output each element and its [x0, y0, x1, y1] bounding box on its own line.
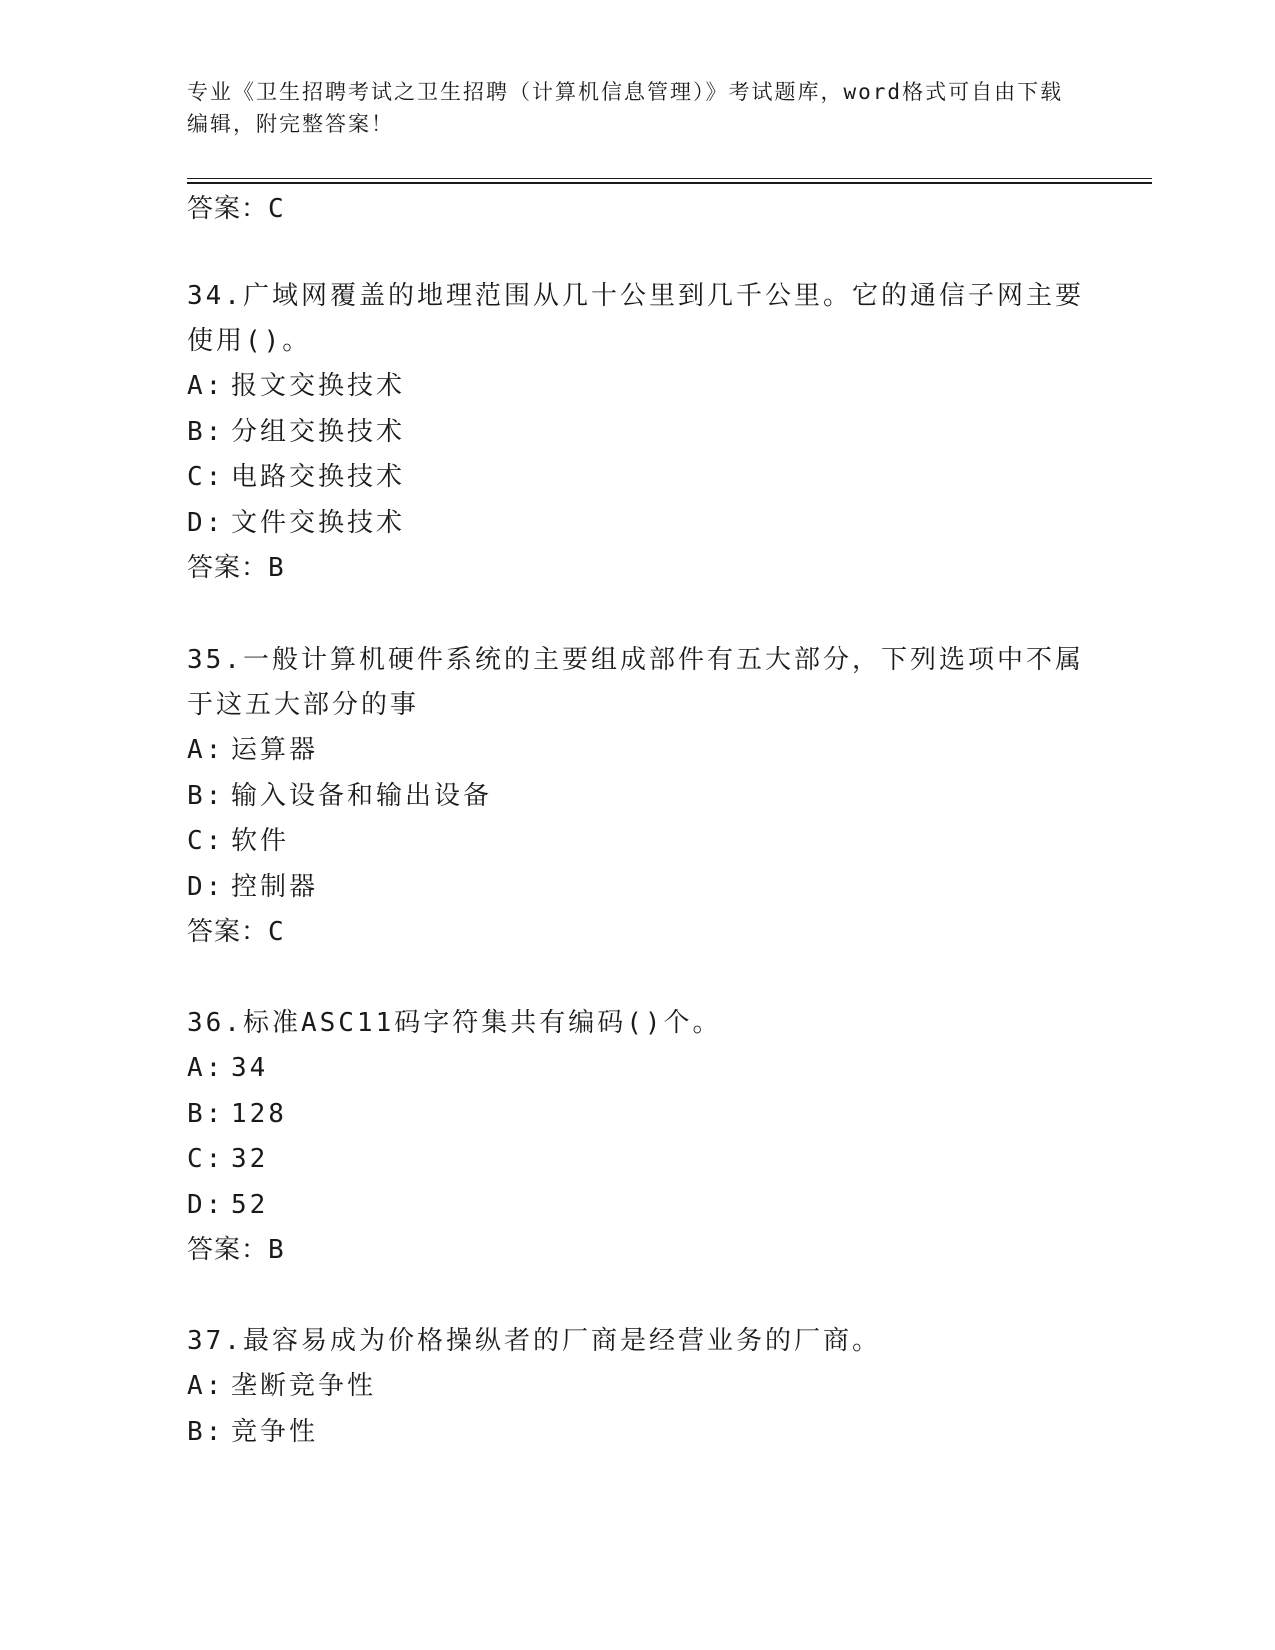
- option-key: D:: [187, 1189, 225, 1220]
- question-block: [187, 274, 1087, 591]
- header-divider-thick: [187, 182, 1152, 184]
- option-key: C:: [187, 462, 225, 492]
- option-list: [187, 1364, 1087, 1455]
- option-text: 竞争性: [231, 1416, 319, 1447]
- option-text: 32: [231, 1144, 269, 1174]
- document-header: 专业《卫生招聘考试之卫生招聘（计算机信息管理）》考试题库，word格式可自由下载编辑，附完整答案！: [187, 80, 1064, 136]
- answer-value: B: [268, 553, 285, 583]
- option-key: B:: [187, 1098, 225, 1129]
- option-text: 电路交换技术: [231, 462, 406, 492]
- option-item: [187, 1137, 1087, 1183]
- option-item: [187, 501, 1087, 547]
- option-key: D:: [187, 507, 225, 538]
- option-item: [187, 1410, 1087, 1456]
- header-divider-thin: [187, 178, 1152, 179]
- answer-label: 答案：: [187, 553, 269, 583]
- question-stem: 37.最容易成为价格操纵者的厂商是经营业务的厂商。: [187, 1326, 881, 1356]
- question-stem: 35.一般计算机硬件系统的主要组成部件有五大部分，下列选项中不属于这五大部分的事: [187, 645, 1084, 720]
- question-block: [187, 1319, 1087, 1455]
- option-key: C:: [187, 826, 225, 856]
- answer-line: [187, 910, 1087, 955]
- option-item: [187, 1092, 1087, 1138]
- option-text: 垄断竞争性: [231, 1371, 377, 1401]
- answer-line: [187, 192, 285, 226]
- option-key: A:: [187, 735, 225, 765]
- option-item: [187, 1046, 1087, 1092]
- option-key: D:: [187, 871, 225, 902]
- option-item: [187, 865, 1087, 911]
- option-text: 34: [231, 1053, 269, 1083]
- answer-label: 答案：: [187, 1235, 269, 1265]
- option-key: A:: [187, 1053, 225, 1083]
- option-text: 运算器: [231, 735, 319, 765]
- option-key: B:: [187, 416, 225, 447]
- option-item: [187, 1364, 1087, 1410]
- option-item: [187, 364, 1087, 410]
- question-stem: 36.标准ASC11码字符集共有编码()个。: [187, 1008, 722, 1038]
- option-key: B:: [187, 780, 225, 811]
- option-key: B:: [187, 1416, 225, 1447]
- option-list: [187, 1046, 1087, 1228]
- answer-value: B: [268, 1235, 285, 1265]
- option-item: [187, 455, 1087, 501]
- answer-line: [187, 1228, 1087, 1273]
- option-item: [187, 728, 1087, 774]
- option-key: A:: [187, 1371, 225, 1401]
- option-text: 文件交换技术: [231, 507, 406, 538]
- option-item: [187, 819, 1087, 865]
- answer-value: C: [268, 194, 285, 224]
- option-text: 128: [231, 1098, 287, 1129]
- option-text: 52: [231, 1189, 269, 1220]
- option-item: [187, 410, 1087, 456]
- answer-label: 答案：: [187, 917, 269, 947]
- option-item: [187, 1183, 1087, 1229]
- answer-value: C: [268, 917, 285, 947]
- option-key: A:: [187, 371, 225, 401]
- option-list: [187, 364, 1087, 546]
- option-text: 报文交换技术: [231, 371, 406, 401]
- option-text: 控制器: [231, 871, 319, 902]
- option-text: 分组交换技术: [231, 416, 406, 447]
- option-text: 软件: [231, 826, 290, 856]
- option-key: C:: [187, 1144, 225, 1174]
- question-stem: 34.广域网覆盖的地理范围从几十公里到几千公里。它的通信子网主要使用()。: [187, 281, 1084, 356]
- question-block: [187, 1001, 1087, 1273]
- option-text: 输入设备和输出设备: [231, 780, 493, 811]
- answer-line: [187, 546, 1087, 591]
- option-list: [187, 728, 1087, 910]
- option-item: [187, 774, 1087, 820]
- answer-label: 答案：: [187, 194, 269, 224]
- question-block: [187, 638, 1087, 955]
